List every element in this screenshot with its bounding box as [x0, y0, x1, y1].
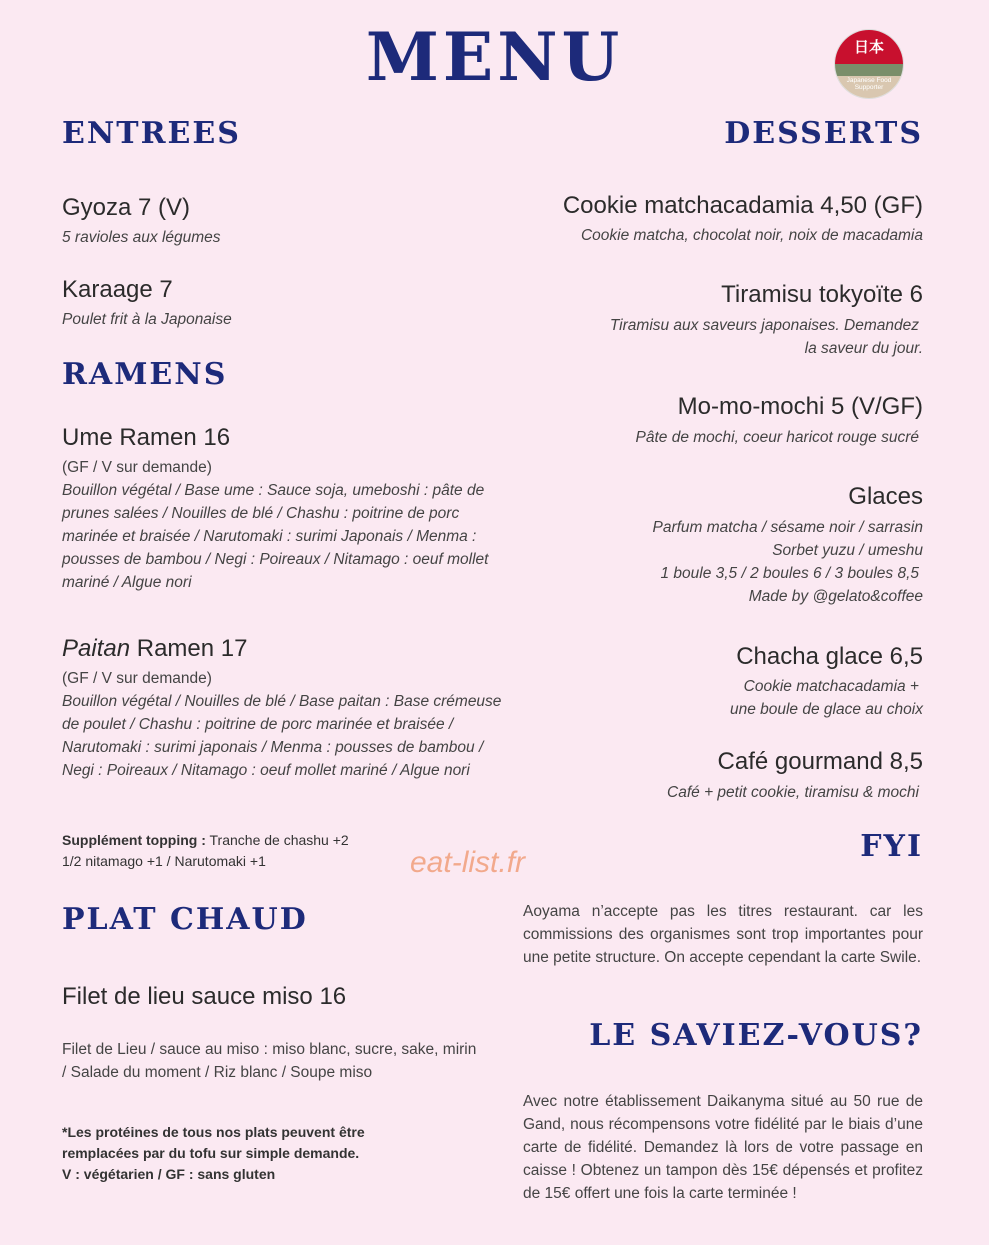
legend-note: V : végétarien / GF : sans gluten: [62, 1166, 276, 1182]
dessert-item-name: Chacha glace 6,5: [736, 643, 923, 670]
supplement-line2: 1/2 nitamago +1 / Narutomaki +1: [62, 853, 266, 869]
dessert-item-name: Tiramisu tokyoïte 6: [721, 281, 923, 308]
dessert-item-desc: Tiramisu aux saveurs japonaises. Demandez: [609, 317, 919, 334]
dessert-item-desc: 1 boule 3,5 / 2 boules 6 / 3 boules 8,5: [660, 565, 919, 582]
dessert-item-desc: Cookie matcha, chocolat noir, noix de macadamia: [580, 227, 923, 244]
logo-text: Japanese Food Supporter: [835, 76, 903, 98]
dessert-item-desc: Sorbet yuzu / umeshu: [772, 542, 923, 559]
fyi-text: Aoyama n’accepte pas les titres restaurant. car les commissions des organismes sont trop importantes pour une petite structure. On accepte cependant la carte Swile.: [523, 903, 923, 966]
logo-kanji: 日本: [835, 30, 903, 64]
dessert-item-name: Café gourmand 8,5: [717, 748, 923, 775]
plat-chaud-name: Filet de lieu sauce miso 16: [62, 983, 347, 1010]
dessert-item-name: Mo-mo-mochi 5 (V/GF): [677, 393, 923, 420]
entree-item-desc: 5 ravioles aux légumes: [62, 229, 221, 246]
dessert-item-desc: Parfum matcha / sésame noir / sarrasin: [652, 519, 923, 536]
page-title: MENU: [365, 18, 624, 96]
ramen-item-desc: Bouillon végétal / Nouilles de blé / Base paitan : Base crémeuse de poulet / Chashu : poitrine de porc marinée et braisée / Narutomaki : surimi japonais / Menma : pousses de bambou / Negi : Poireaux / Nitamago : oeuf mollet mariné / Algue nori: [62, 693, 502, 779]
logo-band: [835, 64, 903, 76]
ramen-name-italic: Paitan: [62, 635, 131, 662]
ramen-item-note: (GF / V sur demande): [62, 670, 212, 687]
plat-chaud-heading: PLAT CHAUD: [62, 902, 308, 937]
fyi-heading: FYI: [860, 829, 923, 864]
dessert-item-name: Cookie matchacadamia 4,50 (GF): [562, 192, 923, 219]
entree-item-desc: Poulet frit à la Japonaise: [62, 311, 232, 328]
entrees-heading: ENTREES: [62, 116, 241, 151]
saviez-text: Avec notre établissement Daikanyma situé au 50 rue de Gand, nous récompensons votre fidélité par le biais d’une carte de fidélité. Demandez là lors de votre passage en caisse ! Obtenez un tampon dès 15€ dépensés et profitez de 15€ offert une fois la carte terminée !: [523, 1093, 923, 1202]
dessert-item-name: Glaces: [848, 483, 923, 510]
plat-chaud-desc: Filet de Lieu / sauce au miso : miso blanc, sucre, sake, mirin / Salade du moment / Riz blanc / Soupe miso: [62, 1041, 477, 1081]
dessert-item-desc: une boule de glace au choix: [729, 701, 923, 718]
desserts-heading: DESSERTS: [724, 116, 923, 151]
dessert-item-desc: Café + petit cookie, tiramisu & mochi: [667, 784, 919, 801]
ramen-item-desc: Bouillon végétal / Base ume : Sauce soja, umeboshi : pâte de prunes salées / Nouilles de blé / Chashu : poitrine de porc marinée et braisée / Narutomaki : surimi Japonais / Menma : pousses de bambou / Negi : Poireaux / Nitamago : oeuf mollet mariné / Algue nori: [62, 482, 489, 591]
dessert-item-desc: Cookie matchacadamia +: [743, 678, 919, 695]
dessert-item-desc: Made by @gelato&coffee: [748, 588, 923, 605]
japanese-food-supporter-logo: [835, 30, 903, 98]
ramen-name-rest: Ramen 17: [130, 635, 248, 662]
proteins-note: *Les protéines de tous nos plats peuvent être: [62, 1124, 365, 1140]
dessert-item-desc: la saveur du jour.: [804, 340, 923, 357]
ramen-item-name: Ume Ramen 16: [62, 424, 231, 451]
ramen-item-name: [62, 635, 247, 663]
entree-item-name: Karaage 7: [62, 276, 173, 303]
saviez-heading: LE SAVIEZ-VOUS?: [589, 1018, 923, 1053]
supplement-topping: [62, 830, 349, 850]
ramen-item-note: (GF / V sur demande): [62, 459, 212, 476]
entree-item-name: Gyoza 7 (V): [62, 194, 191, 221]
ramens-heading: RAMENS: [62, 357, 228, 392]
dessert-item-desc: Pâte de mochi, coeur haricot rouge sucré: [635, 429, 919, 446]
watermark: eat-list.fr: [410, 846, 526, 879]
supplement-label: Supplément topping :: [62, 832, 206, 848]
supplement-text: Tranche de chashu +2: [205, 832, 349, 848]
proteins-note: remplacées par du tofu sur simple demande.: [62, 1145, 360, 1161]
